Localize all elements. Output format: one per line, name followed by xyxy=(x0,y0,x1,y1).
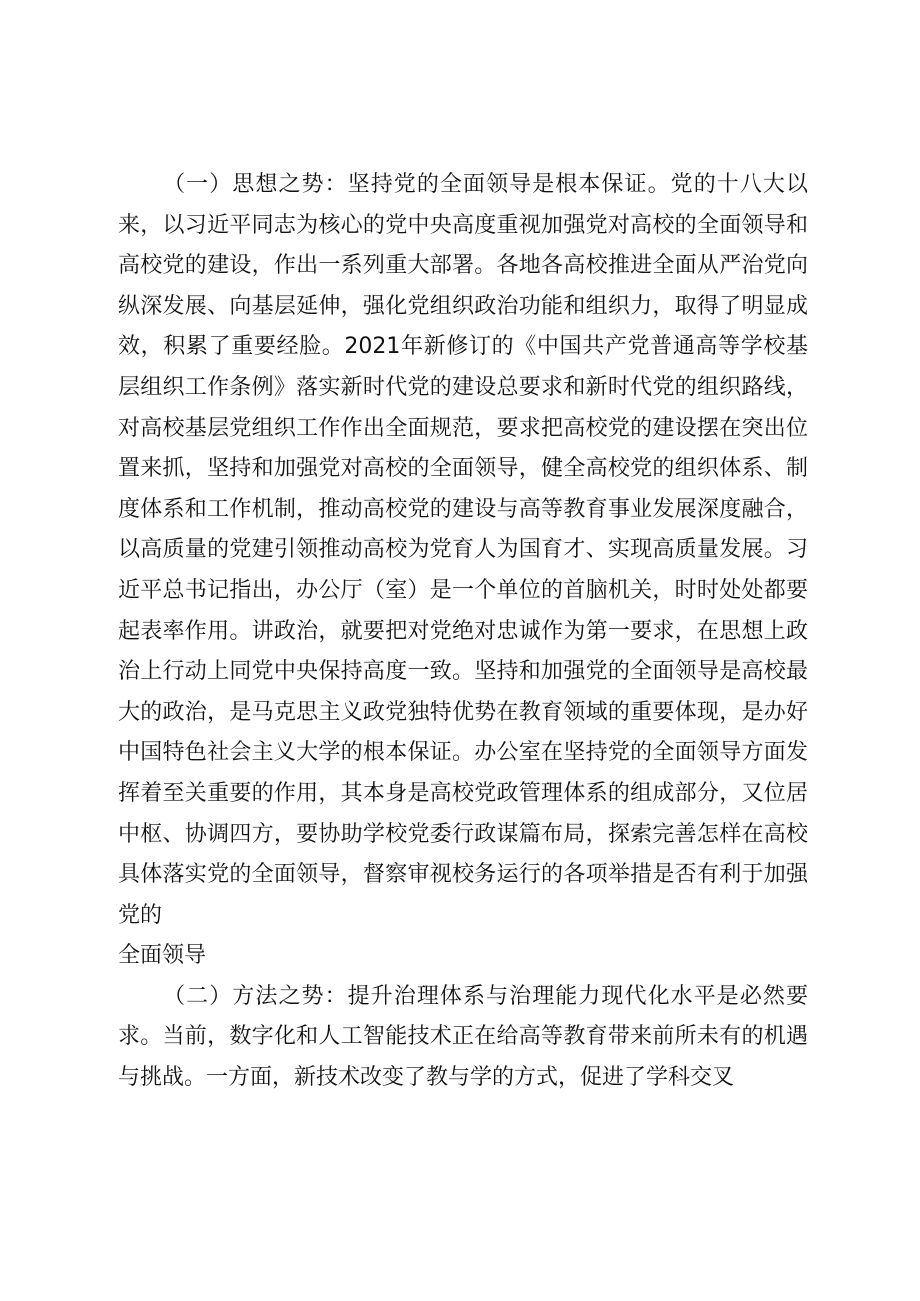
paragraph-ideology: （一）思想之势：坚持党的全面领导是根本保证。党的十八大以来，以习近平同志为核心的党中央高度重视加强党对高校的全面领导和高校党的建设，作出一系列重大部署。各地各高校推进全面从严治党向纵深发展、向基层延伸，强化党组织政治功能和组织力，取得了明显成效，积累了重要经脸。2021年新修订的《中国共产党普通高等学校基层组织工作条例》落实新时代党的建设总要求和新时代党的组织路线，对高校基层党组织工作作出全面规范，要求把高校党的建设摆在突出位置来抓，坚持和加强党对高校的全面领导，健全高校党的组织体系、制度体系和工作机制，推动高校党的建设与高等教育事业发展深度融合，以高质量的党建引领推动高校为党育人为国育才、实现高质量发展。习近平总书记指出，办公厅（室）是一个单位的首脑机关，时时处处都要起表率作用。讲政治，就要把对党绝对忠诚作为第一要求，在思想上政治上行动上同党中央保持高度一致。坚持和加强党的全面领导是高校最大的政治，是马克思主义政党独特优势在教育领域的重要体现，是办好中国特色社会主义大学的根本保证。办公室在坚持党的全面领导方面发挥着至关重要的作用，其本身是高校党政管理体系的组成部分，又位居中枢、协调四方，要协助学校党委行政谋篇布局，探索完善怎样在高校具体落实党的全面领导，督察审视校务运行的各项举措是否有利于加强党的 xyxy=(118,172,808,928)
paragraph-continuation: 全面领导 xyxy=(118,943,207,969)
paragraph-method: （二）方法之势：提升治理体系与治理能力现代化水平是必然要求。当前，数字化和人工智能技术正在给高等教育带来前所未有的机遇与挑战。一方面，新技术改变了教与学的方式，促进了学科交叉 xyxy=(118,983,808,1091)
document-body xyxy=(118,165,808,1099)
